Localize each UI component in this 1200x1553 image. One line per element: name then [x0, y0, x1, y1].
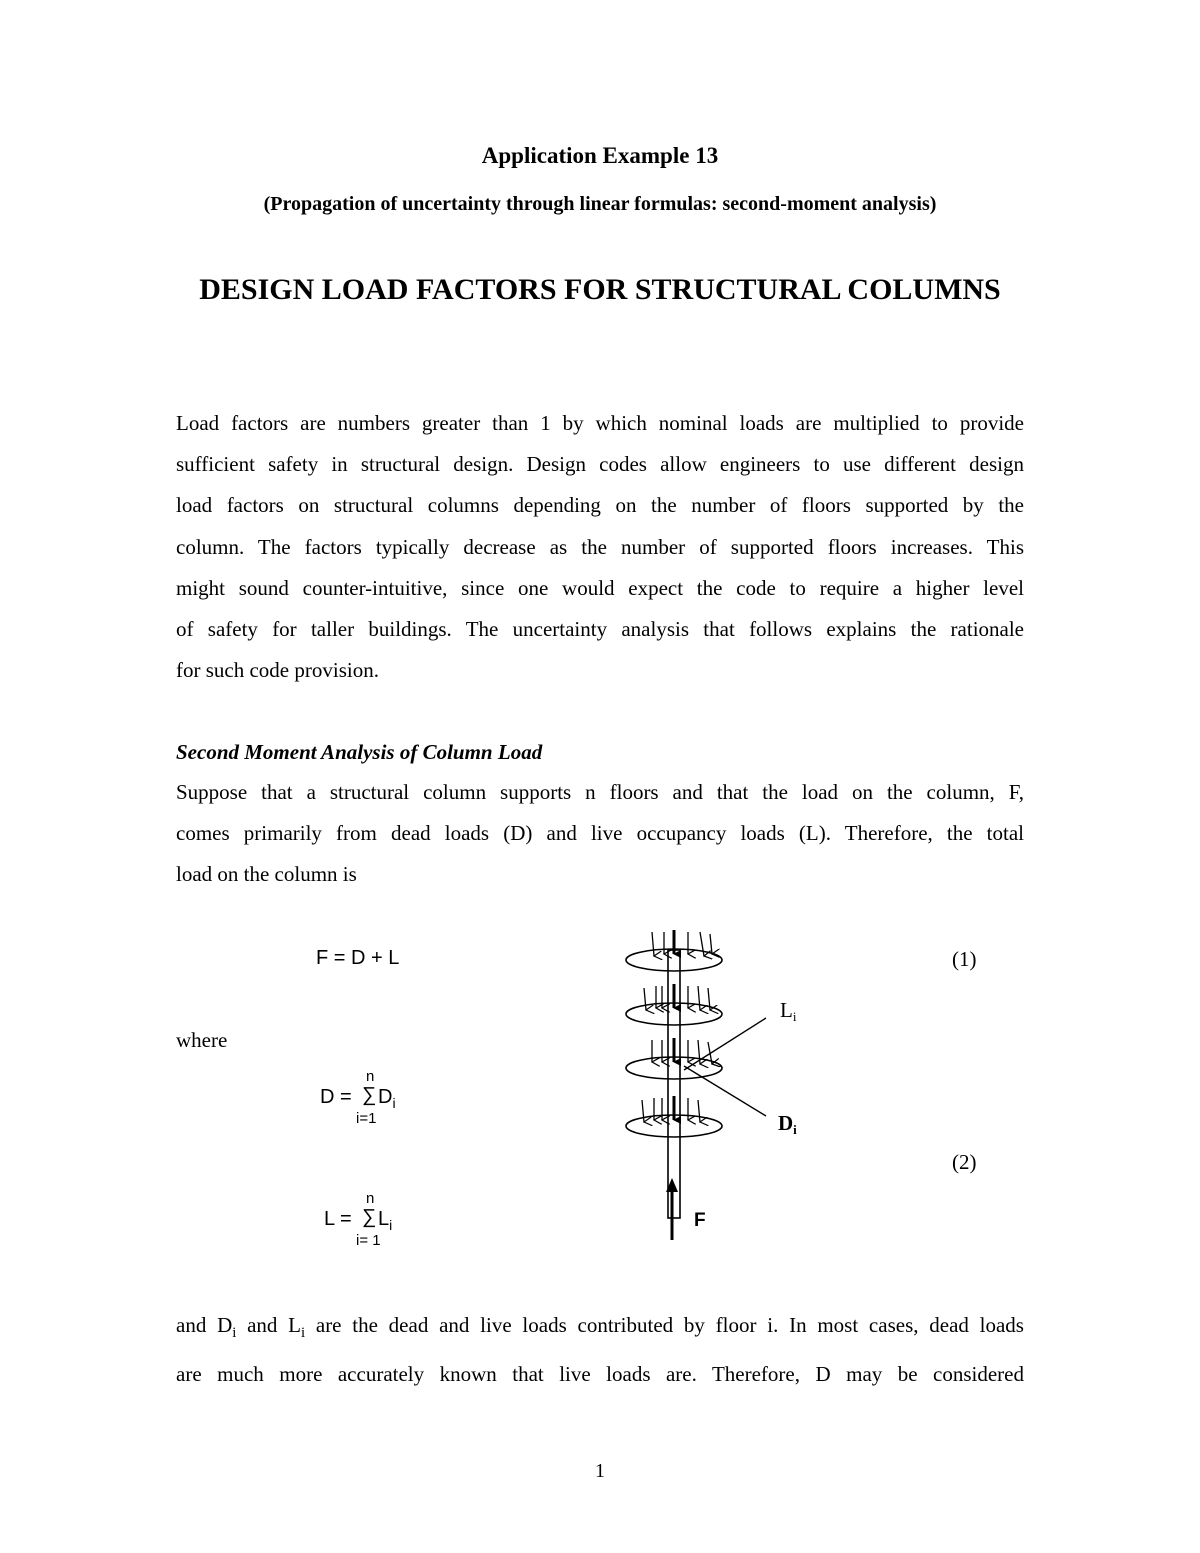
live-load-label: Li	[780, 998, 797, 1024]
section-line: comes primarily from dead loads (D) and live occupancy loads (L). Therefore, the total	[176, 821, 1024, 846]
intro-line: for such code provision.	[176, 658, 379, 683]
equation-2a-sum-symbol: ∑	[362, 1084, 377, 1106]
section-paragraph	[176, 772, 1024, 896]
closing-paragraph	[176, 1305, 1024, 1396]
equation-2a-lower-limit: i=1	[356, 1110, 377, 1127]
page-subtitle: (Propagation of uncertainty through linear formulas: second-moment analysis)	[263, 193, 937, 215]
label-leader-lines	[684, 1018, 766, 1116]
closing-line-2: are much more accurately known that live loads are. Therefore, D may be considered	[176, 1362, 1024, 1387]
equation-2b	[324, 1188, 434, 1258]
equation-2b-lower-limit: i= 1	[356, 1232, 381, 1249]
where-label: where	[176, 1028, 228, 1052]
equation-2a-term: $D_i$	[378, 1086, 396, 1111]
equation-2a	[320, 1068, 430, 1138]
equation-2b-term: $L_i$	[378, 1208, 393, 1233]
equation-2b-upper-limit: n	[366, 1190, 375, 1207]
section-main-heading: DESIGN LOAD FACTORS FOR STRUCTURAL COLUMNS	[199, 273, 1001, 306]
section-heading: Second Moment Analysis of Column Load	[176, 740, 543, 764]
closing-line-1: and $D_i$ and $L_i$ are the dead and live loads contributed by floor i. In most cases, dead loads	[176, 1313, 1024, 1342]
equation-2a-lhs: D =	[320, 1086, 352, 1108]
dead-load-label: Di	[778, 1111, 797, 1137]
intro-line: Load factors are numbers greater than 1 by which nominal loads are multiplied to provide	[176, 411, 1024, 435]
section-line: Suppose that a structural column supports n floors and that the load on the column, F,	[176, 780, 1024, 804]
equation-1: F = D + L	[316, 947, 400, 969]
intro-line: load factors on structural columns depending on the number of floors supported by the	[176, 493, 1024, 518]
equation-2b-lhs: L =	[324, 1208, 352, 1230]
intro-line: of safety for taller buildings. The uncertainty analysis that follows explains the rationale	[176, 617, 1024, 642]
column-load-figure	[600, 920, 840, 1250]
section-line: load on the column is	[176, 862, 357, 887]
page-number: 1	[595, 1460, 605, 1482]
equation-2b-sum-symbol: ∑	[362, 1206, 377, 1228]
intro-line: sufficient safety in structural design. Design codes allow engineers to use different design	[176, 452, 1024, 477]
equation-1-number: (1)	[952, 947, 977, 971]
intro-paragraph	[176, 403, 1024, 691]
force-label: F	[694, 1210, 706, 1231]
equation-2-number: (2)	[952, 1150, 977, 1174]
equation-2a-upper-limit: n	[366, 1068, 375, 1085]
intro-line: column. The factors typically decrease as the number of supported floors increases. This	[176, 534, 1024, 559]
page-title: Application Example 13	[481, 143, 719, 168]
intro-line: might sound counter-intuitive, since one would expect the code to require a higher level	[176, 575, 1024, 600]
